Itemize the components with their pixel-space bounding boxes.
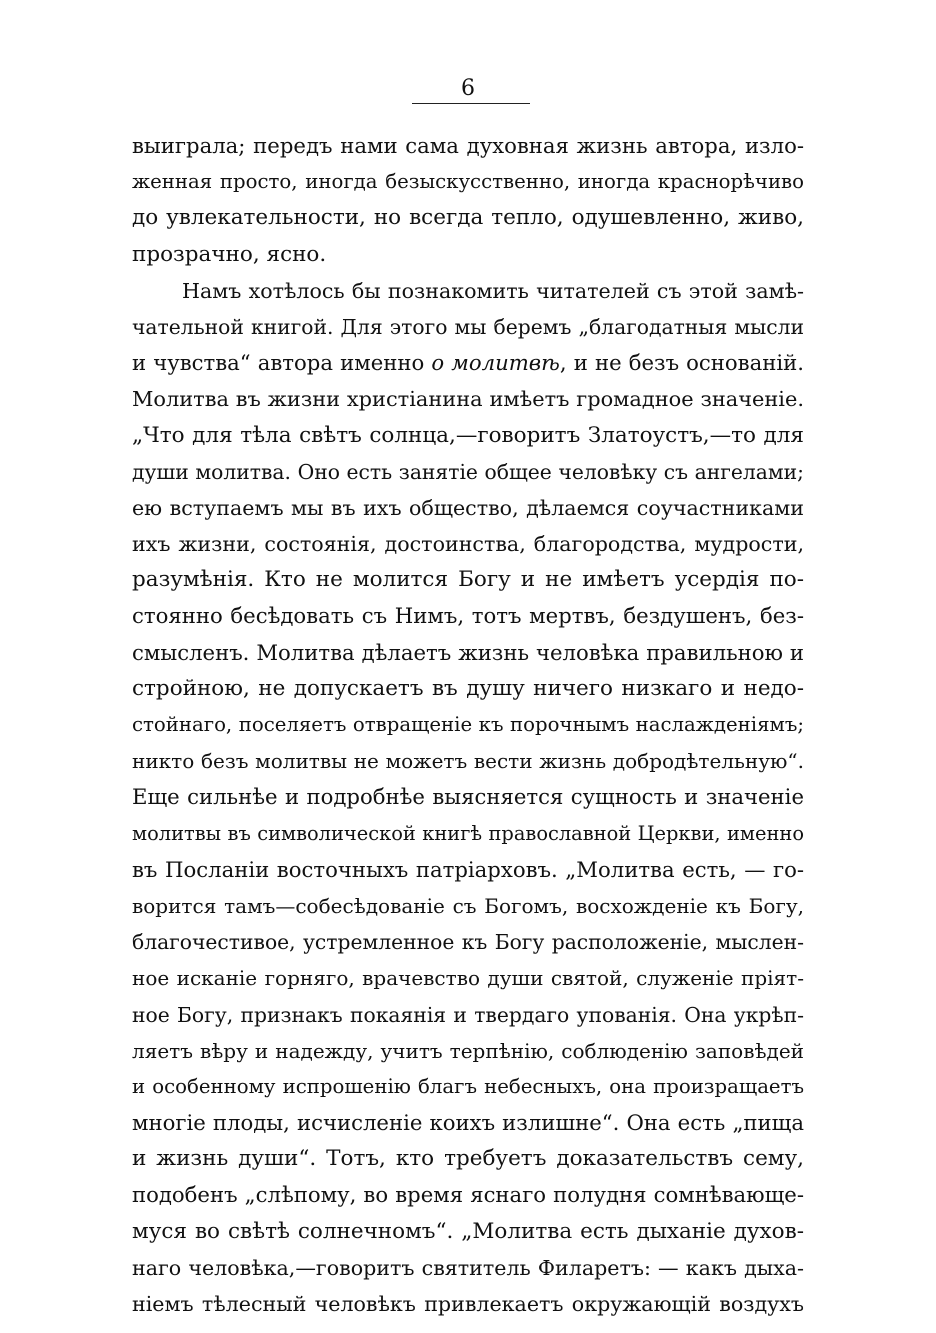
text-line: ніемъ тѣлесный человѣкъ привлекаетъ окружающій воздухъ bbox=[132, 1292, 804, 1316]
text-line: благочестивое, устремленное къ Богу расположеніе, мыслен- bbox=[132, 930, 804, 955]
text-line: ное Богу, признакъ покаянія и твердаго упованія. Она укрѣп- bbox=[132, 1002, 804, 1027]
text-segment: и чувства“ автора именно bbox=[132, 350, 432, 376]
text-line: до увлекательности, но всегда тепло, одушевленно, живо, bbox=[132, 205, 804, 231]
text-line: прозрачно, ясно. bbox=[132, 241, 327, 267]
text-line: и жизнь души“. Тотъ, кто требуетъ доказательствъ сему, bbox=[132, 1146, 804, 1172]
text-line: Намъ хотѣлось бы познакомить читателей съ этой замѣ- bbox=[182, 278, 804, 303]
text-line: Молитва въ жизни христіанина имѣетъ громадное значеніе. bbox=[132, 387, 804, 412]
text-line: подобенъ „слѣпому, во время яснаго полудня сомнѣвающе- bbox=[132, 1182, 804, 1208]
text-line: разумѣнія. Кто не молится Богу и не имѣетъ усердія по- bbox=[132, 567, 804, 593]
text-line: въ Посланіи восточныхъ патріарховъ. „Молитва есть, — го- bbox=[132, 856, 804, 882]
page-number: 6 bbox=[461, 76, 475, 101]
text-line: женная просто, иногда безыскусственно, иногда краснорѣчиво bbox=[132, 170, 804, 194]
text-line: Еще сильнѣе и подробнѣе выясняется сущность и значеніе bbox=[132, 784, 804, 810]
text-line: стройною, не допускаетъ въ душу ничего низкаго и недо- bbox=[132, 675, 804, 701]
text-line: ное исканіе горняго, врачевство души святой, служеніе пріят- bbox=[132, 966, 804, 991]
text-line: молитвы въ символической книгѣ православной Церкви, именно bbox=[132, 821, 804, 845]
text-line: ихъ жизни, состоянія, достоинства, благородства, мудрости, bbox=[132, 532, 804, 557]
emphasized-phrase: о молитвѣ bbox=[431, 350, 560, 376]
text-segment: , и не безъ основаній. bbox=[559, 350, 804, 376]
text-line: души молитва. Оно есть занятіе общее человѣку съ ангелами; bbox=[132, 459, 804, 484]
text-line: стоянно бесѣдовать съ Нимъ, тотъ мертвъ, бездушенъ, без- bbox=[132, 603, 804, 629]
text-line: смысленъ. Молитва дѣлаетъ жизнь человѣка правильною и bbox=[132, 639, 804, 665]
text-line: муся во свѣтѣ солнечномъ“. „Молитва есть дыханіе духов- bbox=[132, 1218, 804, 1244]
text-line: многіе плоды, исчисленіе коихъ излишне“. Она есть „пища bbox=[132, 1110, 804, 1136]
text-line: ворится тамъ—собесѣдованіе съ Богомъ, восхожденіе къ Богу, bbox=[132, 893, 804, 918]
text-line: никто безъ молитвы не можетъ вести жизнь добродѣтельную“. bbox=[132, 749, 804, 774]
text-line: ляетъ вѣру и надежду, учитъ терпѣнію, соблюденію заповѣдей bbox=[132, 1038, 804, 1063]
text-line-with-emphasis bbox=[132, 345, 804, 381]
text-line: „Что для тѣла свѣтъ солнца,—говоритъ Златоустъ,—то для bbox=[132, 422, 804, 448]
text-line: и особенному испрошенію благъ небесныхъ, она произращаетъ bbox=[132, 1074, 804, 1098]
text-line: выиграла; передъ нами сама духовная жизнь автора, изло- bbox=[132, 133, 804, 158]
text-line: чательной книгой. Для этого мы беремъ „благодатныя мысли bbox=[132, 314, 804, 339]
text-line: ею вступаемъ мы въ ихъ общество, дѣлаемся соучастниками bbox=[132, 495, 804, 520]
page-number-rule bbox=[412, 103, 530, 104]
body-text bbox=[132, 128, 804, 1322]
text-line: стойнаго, поселяетъ отвращеніе къ порочнымъ наслажденіямъ; bbox=[132, 713, 804, 736]
text-line: наго человѣка,—говоритъ святитель Филаретъ: — какъ дыха- bbox=[132, 1255, 804, 1280]
